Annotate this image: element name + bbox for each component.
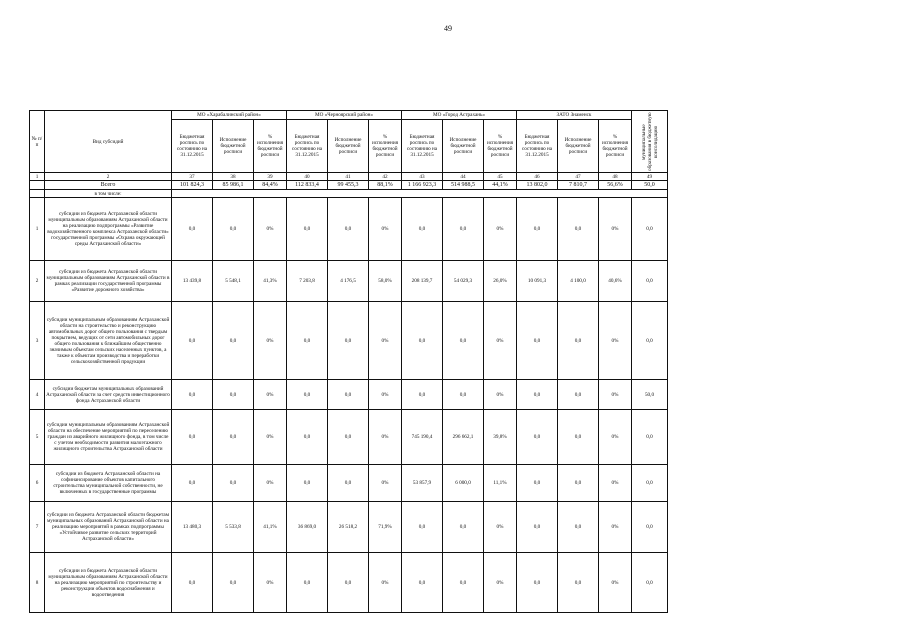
budget-header: Бюджетная роспись по состоянию на 31.12.2015 bbox=[287, 120, 328, 173]
value-cell: 0,0 bbox=[632, 198, 668, 261]
value-cell: 0,0 bbox=[172, 198, 213, 261]
value-cell: 0,0 bbox=[213, 553, 254, 613]
value-cell: 0,0 bbox=[213, 465, 254, 502]
value-cell: 40,6% bbox=[599, 261, 632, 302]
value-cell: 0,0 bbox=[402, 302, 443, 380]
value-cell: 10 091,3 bbox=[517, 261, 558, 302]
row-number: 7 bbox=[30, 502, 45, 553]
value-cell: 0,0 bbox=[443, 198, 484, 261]
subsidy-table bbox=[29, 110, 668, 613]
subsidy-type-text: субсидии муниципальным образованиям Астраханской области на обеспечение мероприятий по переселению граждан из аварийного жилищного фонда, в том числе с учетом необходимости развития малоэтажного жилищного строительства Астраханской области bbox=[45, 410, 172, 465]
value-cell: 0,0 bbox=[213, 302, 254, 380]
value-cell: 0,0 bbox=[517, 553, 558, 613]
value-cell: 0,0 bbox=[402, 553, 443, 613]
value-cell: 41,1% bbox=[254, 502, 287, 553]
value-cell: 0% bbox=[484, 553, 517, 613]
column-number-cell: 37 bbox=[172, 173, 213, 181]
value-cell: 0% bbox=[599, 410, 632, 465]
table-row bbox=[30, 553, 668, 613]
value-cell: 0,0 bbox=[517, 465, 558, 502]
value-cell: 0,0 bbox=[172, 380, 213, 410]
budget-header: Бюджетная роспись по состоянию на 31.12.2015 bbox=[402, 120, 443, 173]
municipality-header: МО «Харабалинский район» bbox=[172, 111, 287, 120]
value-cell: 0,0 bbox=[632, 553, 668, 613]
value-cell: 0,0 bbox=[632, 261, 668, 302]
total-value-cell: 1 166 923,3 bbox=[402, 181, 443, 190]
value-cell: 296 662,1 bbox=[443, 410, 484, 465]
table-row bbox=[30, 410, 668, 465]
exec-header: Исполнение бюджетной росписи bbox=[328, 120, 369, 173]
row-number: 4 bbox=[30, 380, 45, 410]
subheader-label: в том числе: bbox=[45, 190, 172, 198]
column-number-cell: 49 bbox=[632, 173, 668, 181]
total-label: Всего bbox=[45, 181, 172, 190]
value-cell: 0% bbox=[254, 302, 287, 380]
subsidy-type-text: субсидии из бюджета Астраханской области на софинансирование объектов капитального строительства муниципальной собственности, не включенных в государственные программы bbox=[45, 465, 172, 502]
value-cell: 0,0 bbox=[328, 410, 369, 465]
value-cell: 0% bbox=[484, 302, 517, 380]
value-cell: 0% bbox=[369, 380, 402, 410]
value-cell: 0,0 bbox=[213, 198, 254, 261]
subsidy-type-text: субсидии из бюджета Астраханской области муниципальным образованиям Астраханской области на реализацию мероприятий по строительству и реконструкции объектов водоснабжения и водоотведения bbox=[45, 553, 172, 613]
subheader-num-cell bbox=[30, 190, 45, 198]
value-cell: 208 139,7 bbox=[402, 261, 443, 302]
value-cell: 0,0 bbox=[402, 380, 443, 410]
subsidy-type-text: субсидии из бюджета Астраханской области бюджетам муниципальных образований Астраханской области на реализацию мероприятий в рамках подпрограммы «Устойчивое развитие сельских территорий Астраханской области» bbox=[45, 502, 172, 553]
page-number: 49 bbox=[444, 24, 452, 33]
value-cell: 54 029,3 bbox=[443, 261, 484, 302]
type-header: Вид субсидий bbox=[45, 111, 172, 173]
table-row bbox=[30, 302, 668, 380]
value-cell: 0,0 bbox=[328, 302, 369, 380]
value-cell: 0,0 bbox=[402, 198, 443, 261]
value-cell: 71,9% bbox=[369, 502, 402, 553]
value-cell: 0,0 bbox=[558, 302, 599, 380]
value-cell: 53 857,9 bbox=[402, 465, 443, 502]
column-number-cell: 42 bbox=[369, 173, 402, 181]
total-value-cell: 112 833,4 bbox=[287, 181, 328, 190]
value-cell: 41,3% bbox=[254, 261, 287, 302]
column-number-cell: 1 bbox=[30, 173, 45, 181]
total-value-cell: 13 802,0 bbox=[517, 181, 558, 190]
table-row bbox=[30, 380, 668, 410]
value-cell: 0,0 bbox=[443, 380, 484, 410]
total-value-cell: 88,1% bbox=[369, 181, 402, 190]
value-cell: 0,0 bbox=[558, 198, 599, 261]
total-value-cell: 101 824,3 bbox=[172, 181, 213, 190]
value-cell: 0,0 bbox=[517, 198, 558, 261]
value-cell: 0,0 bbox=[558, 502, 599, 553]
total-value-cell: 85 986,1 bbox=[213, 181, 254, 190]
value-cell: 5 533,8 bbox=[213, 502, 254, 553]
row-number: 2 bbox=[30, 261, 45, 302]
total-value-cell: 56,6% bbox=[599, 181, 632, 190]
value-cell: 0,0 bbox=[287, 553, 328, 613]
total-row bbox=[30, 181, 668, 190]
total-value-cell: 514 988,5 bbox=[443, 181, 484, 190]
row-number: 1 bbox=[30, 198, 45, 261]
value-cell: 0,0 bbox=[287, 198, 328, 261]
column-number-cell: 46 bbox=[517, 173, 558, 181]
value-cell: 0,0 bbox=[172, 465, 213, 502]
value-cell: 0% bbox=[254, 410, 287, 465]
column-number-cell: 41 bbox=[328, 173, 369, 181]
total-value-cell: 44,1% bbox=[484, 181, 517, 190]
column-number-cell: 47 bbox=[558, 173, 599, 181]
column-number-cell: 38 bbox=[213, 173, 254, 181]
value-cell: 13 439,8 bbox=[172, 261, 213, 302]
value-cell: 0% bbox=[599, 380, 632, 410]
row-number: 6 bbox=[30, 465, 45, 502]
total-num-cell bbox=[30, 181, 45, 190]
table-row bbox=[30, 261, 668, 302]
pct-header: % исполнения бюджетной росписи bbox=[254, 120, 287, 173]
value-cell: 0,0 bbox=[558, 380, 599, 410]
table-row bbox=[30, 198, 668, 261]
column-number-cell: 44 bbox=[443, 173, 484, 181]
value-cell: 0,0 bbox=[287, 465, 328, 502]
value-cell: 7 203,8 bbox=[287, 261, 328, 302]
value-cell: 4 176,5 bbox=[328, 261, 369, 302]
subheader-blank-cell bbox=[172, 190, 668, 198]
value-cell: 5 548,1 bbox=[213, 261, 254, 302]
column-number-row bbox=[30, 173, 668, 181]
value-cell: 0,0 bbox=[443, 553, 484, 613]
value-cell: 0,0 bbox=[443, 502, 484, 553]
pct-header: % исполнения бюджетной росписи bbox=[484, 120, 517, 173]
exec-header: Исполнение бюджетной росписи bbox=[213, 120, 254, 173]
table-row bbox=[30, 465, 668, 502]
value-cell: 0,0 bbox=[558, 553, 599, 613]
value-cell: 13 480,3 bbox=[172, 502, 213, 553]
subsidy-type-text: субсидии муниципальным образованиям Астраханской области на строительство и реконструкцию автомобильных дорог общего пользования с твердым покрытием, ведущих от сети автомобильных дорог общего пользования к ближайшим общественно значимым объектам сельских населенных пунктов, а также к объектам производства и переработки сельскохозяйственной продукции bbox=[45, 302, 172, 380]
value-cell: 0,0 bbox=[287, 302, 328, 380]
total-value-cell: 7 810,7 bbox=[558, 181, 599, 190]
row-number: 3 bbox=[30, 302, 45, 380]
value-cell: 0% bbox=[484, 198, 517, 261]
header-row-municipalities bbox=[30, 111, 668, 120]
last-column-header: муниципальные образования в бюджетную консолидацию bbox=[632, 111, 668, 173]
value-cell: 11,1% bbox=[484, 465, 517, 502]
value-cell: 26,0% bbox=[484, 261, 517, 302]
value-cell: 6 000,0 bbox=[443, 465, 484, 502]
value-cell: 0,0 bbox=[443, 302, 484, 380]
row-number: 8 bbox=[30, 553, 45, 613]
pct-header: % исполнения бюджетной росписи bbox=[369, 120, 402, 173]
value-cell: 0,0 bbox=[213, 410, 254, 465]
subheader-row bbox=[30, 190, 668, 198]
value-cell: 0% bbox=[484, 502, 517, 553]
value-cell: 0,0 bbox=[287, 380, 328, 410]
value-cell: 0% bbox=[599, 502, 632, 553]
value-cell: 0,0 bbox=[517, 302, 558, 380]
column-number-cell: 43 bbox=[402, 173, 443, 181]
table-row bbox=[30, 502, 668, 553]
column-number-cell: 39 bbox=[254, 173, 287, 181]
municipality-header: МО «Город Астрахань» bbox=[402, 111, 517, 120]
column-number-cell: 45 bbox=[484, 173, 517, 181]
value-cell: 0,0 bbox=[328, 465, 369, 502]
column-number-cell: 2 bbox=[45, 173, 172, 181]
value-cell: 58,0% bbox=[369, 261, 402, 302]
value-cell: 0,0 bbox=[632, 465, 668, 502]
municipality-header: ЗАТО Знаменск bbox=[517, 111, 632, 120]
total-value-cell: 84,4% bbox=[254, 181, 287, 190]
value-cell: 0,0 bbox=[172, 410, 213, 465]
value-cell: 36 869,0 bbox=[287, 502, 328, 553]
subsidy-type-text: субсидии из бюджета Астраханской области муниципальным образованиям Астраханской области на реализацию подпрограммы «Развитие водохозяйственного комплекса Астраханской области» государственной программы «Охрана окружающей среды Астраханской области» bbox=[45, 198, 172, 261]
value-cell: 0,0 bbox=[517, 380, 558, 410]
value-cell: 0,0 bbox=[632, 410, 668, 465]
value-cell: 4 100,0 bbox=[558, 261, 599, 302]
municipality-header: МО «Черноярский район» bbox=[287, 111, 402, 120]
value-cell: 26 518,2 bbox=[328, 502, 369, 553]
subsidy-type-text: субсидии бюджетам муниципальных образований Астраханской области за счет средств инвестиционного фонда Астраханской области bbox=[45, 380, 172, 410]
value-cell: 50,0 bbox=[632, 380, 668, 410]
column-number-cell: 40 bbox=[287, 173, 328, 181]
value-cell: 745 190,4 bbox=[402, 410, 443, 465]
num-header: № п/п bbox=[30, 111, 45, 173]
value-cell: 0% bbox=[599, 553, 632, 613]
value-cell: 0,0 bbox=[558, 410, 599, 465]
value-cell: 0,0 bbox=[328, 553, 369, 613]
exec-header: Исполнение бюджетной росписи bbox=[558, 120, 599, 173]
value-cell: 0,0 bbox=[287, 410, 328, 465]
value-cell: 0% bbox=[254, 380, 287, 410]
budget-header: Бюджетная роспись по состоянию на 31.12.2015 bbox=[172, 120, 213, 173]
value-cell: 0% bbox=[369, 198, 402, 261]
value-cell: 0,0 bbox=[213, 380, 254, 410]
value-cell: 39,8% bbox=[484, 410, 517, 465]
value-cell: 0,0 bbox=[328, 380, 369, 410]
value-cell: 0% bbox=[369, 553, 402, 613]
value-cell: 0% bbox=[599, 465, 632, 502]
value-cell: 0% bbox=[369, 302, 402, 380]
value-cell: 0,0 bbox=[517, 502, 558, 553]
row-number: 5 bbox=[30, 410, 45, 465]
pct-header: % исполнения бюджетной росписи bbox=[599, 120, 632, 173]
value-cell: 0% bbox=[254, 553, 287, 613]
value-cell: 0% bbox=[484, 380, 517, 410]
value-cell: 0% bbox=[254, 465, 287, 502]
value-cell: 0% bbox=[599, 302, 632, 380]
value-cell: 0% bbox=[369, 410, 402, 465]
column-number-cell: 48 bbox=[599, 173, 632, 181]
value-cell: 0% bbox=[254, 198, 287, 261]
value-cell: 0% bbox=[599, 198, 632, 261]
total-value-cell: 50,0 bbox=[632, 181, 668, 190]
value-cell: 0,0 bbox=[402, 502, 443, 553]
value-cell: 0,0 bbox=[172, 553, 213, 613]
subsidy-type-text: субсидии из бюджета Астраханской области муниципальным образованиям Астраханской области в рамках реализации государственной программы «Развитие дорожного хозяйства» bbox=[45, 261, 172, 302]
exec-header: Исполнение бюджетной росписи bbox=[443, 120, 484, 173]
value-cell: 0,0 bbox=[517, 410, 558, 465]
value-cell: 0% bbox=[369, 465, 402, 502]
value-cell: 0,0 bbox=[558, 465, 599, 502]
value-cell: 0,0 bbox=[632, 502, 668, 553]
budget-header: Бюджетная роспись по состоянию на 31.12.2015 bbox=[517, 120, 558, 173]
total-value-cell: 99 455,3 bbox=[328, 181, 369, 190]
value-cell: 0,0 bbox=[172, 302, 213, 380]
value-cell: 0,0 bbox=[328, 198, 369, 261]
value-cell: 0,0 bbox=[632, 302, 668, 380]
